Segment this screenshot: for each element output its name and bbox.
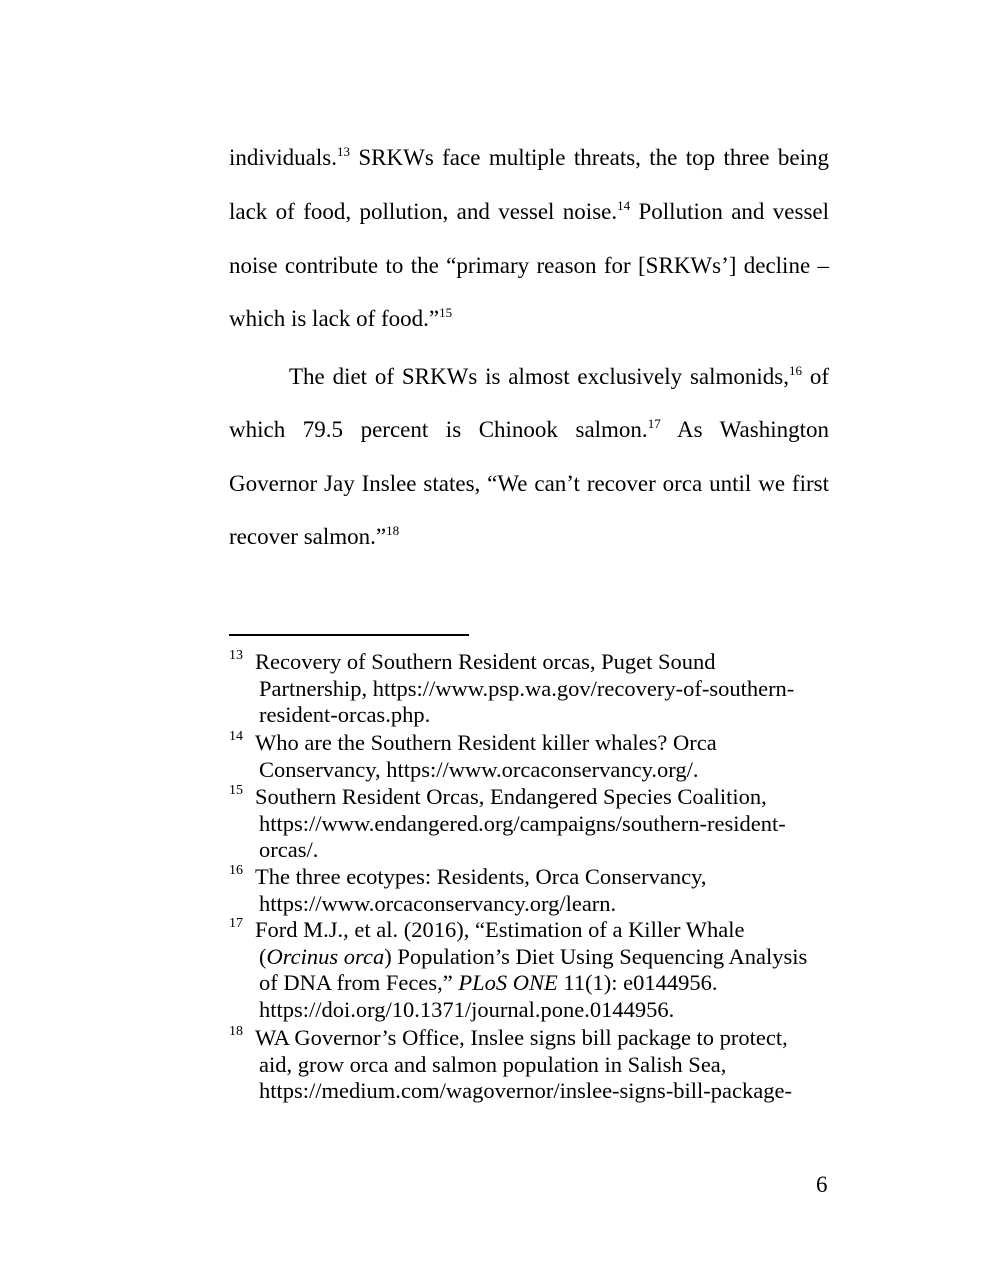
footnote-16: 16 The three ecotypes: Residents, Orca Conservancy, https://www.orcaconservancy.org/learn.	[229, 864, 839, 917]
body-line-7: Governor Jay Inslee states, “We can’t recover orca until we first	[229, 471, 829, 496]
footnote-number: 16	[229, 863, 243, 878]
footnote-ref-13[interactable]: 13	[336, 144, 350, 159]
footnote-15: 15 Southern Resident Orcas, Endangered Species Coalition, https://www.endangered.org/campaigns/southern-resident- orcas/.	[229, 784, 839, 864]
body-line-4: which is lack of food.”$^{15}$	[229, 305, 453, 331]
footnote-ref-17[interactable]: 17	[647, 416, 661, 431]
footnote-13: 13 Recovery of Southern Resident orcas, Puget Sound Partnership, https://www.psp.wa.gov/recovery-of-southern- resident-orcas.php.	[229, 649, 839, 729]
footnote-number: 18	[229, 1024, 243, 1039]
body-line-6: which 79.5 percent is Chinook salmon.$^{17}$ As Washington	[229, 416, 829, 442]
footnote-number: 17	[229, 916, 243, 931]
footnote-link[interactable]: https://www.endangered.org/campaigns/southern-resident-	[259, 810, 786, 836]
footnote-link[interactable]: Partnership, https://www.psp.wa.gov/recovery-of-southern-	[259, 675, 795, 701]
footnote-ref-18[interactable]: 18	[386, 523, 400, 538]
footnote-18: 18 WA Governor’s Office, Inslee signs bill package to protect, aid, grow orca and salmon population in Salish Sea, https://medium.com/wagovernor/inslee-signs-bill-package-	[229, 1025, 839, 1105]
body-line-1: individuals.$^{13}$ SRKWs face multiple threats, the top three being	[229, 144, 829, 170]
footnote-link[interactable]: Conservancy, https://www.orcaconservancy.org/.	[259, 756, 699, 782]
footnote-number: 15	[229, 783, 243, 798]
footnote-ref-16[interactable]: 16	[789, 363, 802, 378]
footnote-17: 17 Ford M.J., et al. (2016), “Estimation of a Killer Whale (Orcinus orca) Population’s Diet Using Sequencing Analysis of DNA from Feces,” PLoS ONE 11(1): e0144956. https://doi.org/10.1371/journal.pone.0144956.	[229, 917, 839, 1023]
footnote-ref-14[interactable]: 14	[617, 198, 631, 213]
footnote-ref-15[interactable]: 15	[439, 305, 453, 320]
body-line-3: noise contribute to the “primary reason for [SRKWs’] decline –	[229, 253, 829, 278]
body-line-2: lack of food, pollution, and vessel noise.$^{14}$ Pollution and vessel	[229, 198, 829, 224]
body-line-8: recover salmon.”$^{18}$	[229, 523, 400, 549]
footnote-number: 14	[229, 729, 243, 744]
footnote-link[interactable]: https://medium.com/wagovernor/inslee-signs-bill-package-	[259, 1078, 792, 1103]
footnote-14: 14 Who are the Southern Resident killer whales? Orca Conservancy, https://www.orcaconservancy.org/.	[229, 730, 839, 783]
footnote-link[interactable]: https://www.orcaconservancy.org/learn.	[259, 890, 617, 916]
footnote-link[interactable]: https://doi.org/10.1371/journal.pone.0144956.	[259, 996, 675, 1022]
body-line-5: The diet of SRKWs is almost exclusively salmonids,$^{16}$ of	[289, 363, 829, 389]
page-number: 6	[816, 1172, 828, 1197]
footnote-number: 13	[229, 648, 243, 663]
footnote-separator	[229, 634, 469, 636]
